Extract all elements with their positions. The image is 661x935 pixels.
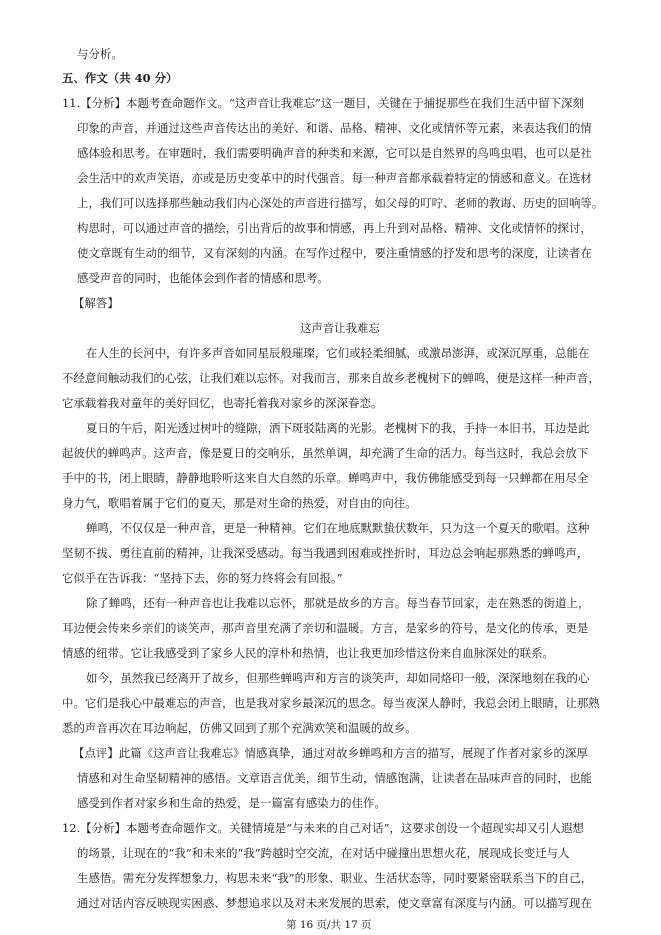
comment-line: 【点评】此篇《这声音让我难忘》情感真挚，通过对故乡蝉鸣和方言的描写，展现了作者对家乡的深厚 [73, 746, 588, 760]
essay-line: 在人生的长河中，有许多声音如同星辰般璀璨，它们或轻柔细腻，或激昂澎湃，或深沉厚重，总能在 [86, 346, 590, 360]
essay-line: 悉的声音再次在耳边响起，仿佛又回到了那个充满欢笑和温暖的故乡。 [62, 721, 417, 735]
essay-line: 起彼伏的蝉鸣声。这声音，像是夏日的交响乐，虽然单调，却充满了生命的活力。每当这时，我总会放下 [62, 446, 589, 460]
essay-line: 手中的书，闭上眼睛，静静地聆听这来自大自然的乐章。蝉鸣声中，我仿佛能感受到每一只蝉都在用尽全 [62, 471, 589, 485]
q11-analysis-line: 会生活中的欢声笑语，亦或是历史变革中的时代强音。每一种声音都承载着特定的情感和意义。在选材 [77, 171, 592, 185]
essay-title: 这声音让我难忘 [300, 321, 380, 335]
essay-line: 不经意间触动我们的心弦，让我们难以忘怀。对我而言，那来自故乡老槐树下的蝉鸣，便是这样一种声音， [62, 371, 600, 385]
continued-text: 与分析。 [77, 47, 123, 61]
q12-analysis-line: 生感悟。需充分发挥想象力，构思未来“我”的形象、职业、生活状态等，同时要紧密联系当下的自己， [77, 871, 593, 885]
essay-line: 它承载着我对童年的美好回忆，也寄托着我对家乡的深深眷恋。 [62, 396, 383, 410]
essay-line: 它似乎在告诉我：“坚持下去，你的努力终将会有回报。” [62, 571, 343, 585]
q11-analysis-line: 11.【分析】本题考查命题作文。“这声音让我难忘”这一题目，关键在于捕捉那些在我们生活中留下深刻 [62, 96, 584, 110]
essay-line: 中。它们是我心中最难忘的声音，也是我对家乡最深沉的思念。每当夜深人静时，我总会闭上眼睛，让那熟 [62, 696, 600, 710]
answer-label: 【解答】 [73, 296, 119, 310]
q11-analysis-line: 使文章既有生动的细节，又有深刻的内涵。在写作过程中，要注重情感的抒发和思考的深度，让读者在 [77, 246, 592, 260]
q12-analysis-line: 通过对话内容反映现实困惑、梦想追求以及对未来发展的思索，使文章富有深度与内涵。可以描写现在 [77, 896, 592, 910]
q11-analysis-line: 印象的声音，并通过这些声音传达出的美好、和谐、品格、精神、文化或情怀等元素，来表达我们的情 [77, 121, 592, 135]
essay-line: 夏日的午后，阳光透过树叶的缝隙，洒下斑驳陆离的光影。老槐树下的我，手持一本旧书，耳边是此 [86, 421, 590, 435]
essay-line: 耳边便会传来乡亲们的谈笑声，那声音里充满了亲切和温暖。方言，是家乡的符号，是文化的传承，更是 [62, 621, 589, 635]
page-footer: 第 16 页/共 17 页 [286, 919, 372, 931]
q12-analysis-line: 的场景，让现在的“我”和未来的“我”跨越时空交流，在对话中碰撞出思想火花，展现成长变迁与人 [77, 846, 570, 860]
q12-analysis-line: 12.【分析】本题考查命题作文。关键情境是“与未来的自己对话”，这要求创设一个超现实却又引人遐想 [62, 821, 584, 835]
comment-line: 感受到作者对家乡和生命的热爱，是一篇富有感染力的佳作。 [77, 796, 386, 810]
essay-line: 除了蝉鸣，还有一种声音也让我难以忘怀，那就是故乡的方言。每当春节回家，走在熟悉的街道上， [86, 596, 590, 610]
q11-analysis-line: 上，我们可以选择那些触动我们内心深处的声音进行描写，如父母的叮咛、老师的教诲、历史的回响等。 [77, 196, 604, 210]
q11-analysis-line: 感受声音的同时，也能体会到作者的情感和思考。 [77, 271, 329, 285]
q11-analysis-line: 构思时，可以通过声音的描绘，引出背后的故事和情感，再上升到对品格、精神、文化或情怀的探讨， [77, 221, 592, 235]
q11-analysis-line: 感体验和思考。在审题时，我们需要明确声音的种类和来源，它可以是自然界的鸟鸣虫唱，也可以是社 [77, 146, 592, 160]
essay-line: 坚韧不拔、勇往直前的精神，让我深受感动。每当我遇到困难或挫折时，耳边总会响起那熟悉的蝉鸣声， [62, 546, 589, 560]
essay-line: 情感的纽带。它让我感受到了家乡人民的淳朴和热情，也让我更加珍惜这份来自血脉深处的联系。 [62, 646, 554, 660]
essay-line: 如今，虽然我已经离开了故乡，但那些蝉鸣声和方言的谈笑声，却如同烙印一般，深深地刻在我的心 [86, 671, 590, 685]
essay-line: 蝉鸣，不仅仅是一种声音，更是一种精神。它们在地底默默蛰伏数年，只为这一个夏天的歌唱。这种 [86, 521, 590, 535]
comment-line: 情感和对生命坚韧精神的感悟。文章语言优美，细节生动，情感饱满，让读者在品味声音的同时，也能 [77, 771, 592, 785]
section-heading: 五、作文（共 40 分） [62, 71, 178, 85]
essay-line: 身力气，歌唱着属于它们的夏天，那是对生命的热爱，对自由的向往。 [62, 496, 417, 510]
